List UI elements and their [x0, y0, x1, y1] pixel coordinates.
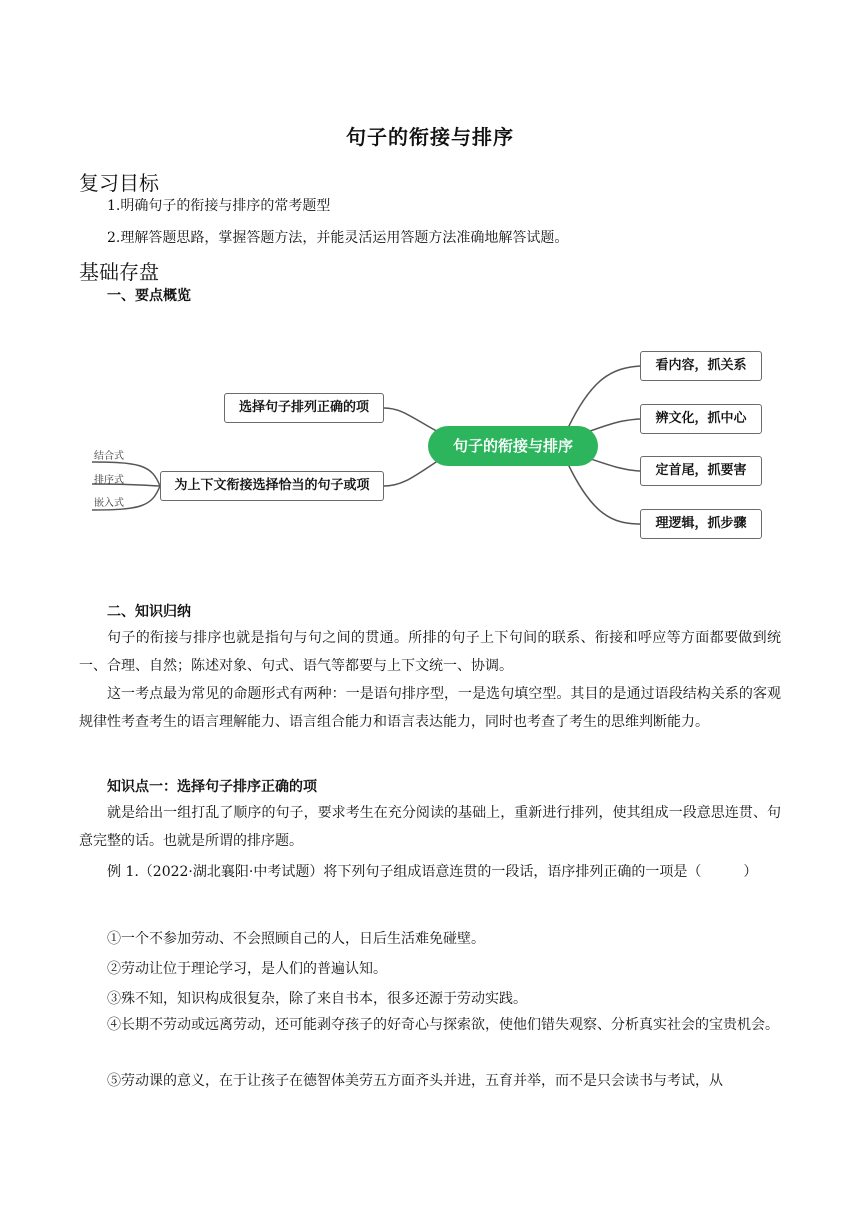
- body-paragraph: 句子的衔接与排序也就是指句与句之间的贯通。所排的句子上下句间的联系、衔接和呼应等方面都要做到统一、合理、自然；陈述对象、句式、语气等都要与上下文统一、协调。: [79, 630, 781, 674]
- mind-map-label-combined: 结合式: [94, 451, 124, 462]
- example-question: 例 1.（2022·湖北襄阳·中考试题）将下列句子组成语意连贯的一段话，语序排列正确的一项是（ ）: [107, 864, 758, 880]
- sentence-item: ⑤劳动课的意义，在于让孩子在德智体美劳五方面齐头并进，五育并举，而不是只会读书与考试，从: [107, 1073, 723, 1089]
- mind-map-node-content: 看内容，抓关系: [640, 351, 762, 381]
- section-heading-knowledge: 二、知识归纳: [107, 604, 191, 620]
- basics-heading: 基础存盘: [79, 260, 159, 284]
- mind-map-node-ends: 定首尾，抓要害: [640, 456, 762, 486]
- body-paragraph: 就是给出一组打乱了顺序的句子，要求考生在充分阅读的基础上，重新进行排列，使其组成一段意思连贯、句意完整的话。也就是所谓的排序题。: [79, 805, 781, 849]
- sentence-item: ④长期不劳动或远离劳动，还可能剥夺孩子的好奇心与探索欲，使他们错失观察、分析真实社会的宝贵机会。: [107, 1017, 779, 1033]
- sentence-item: ①一个不参加劳动、不会照顾自己的人，日后生活难免碰壁。: [107, 931, 485, 947]
- review-goal-item: 2.理解答题思路，掌握答题方法，并能灵活运用答题方法准确地解答试题。: [107, 230, 569, 246]
- document-title: 句子的衔接与排序: [346, 125, 514, 149]
- mind-map-label-ordering: 排序式: [94, 475, 124, 486]
- mind-map-node-culture: 辨文化，抓中心: [640, 404, 762, 434]
- mind-map-center-node: 句子的衔接与排序: [428, 426, 598, 466]
- sentence-item: ②劳动让位于理论学习，是人们的普遍认知。: [107, 961, 387, 977]
- mind-map-diagram: [82, 338, 772, 548]
- section-heading-overview: 一、要点概览: [107, 288, 191, 304]
- mind-map-node-context-fill: 为上下文衔接选择恰当的句子或项: [160, 471, 384, 501]
- review-goal-item: 1.明确句子的衔接与排序的常考题型: [107, 198, 331, 214]
- mind-map-node-select-order: 选择句子排列正确的项: [224, 393, 384, 423]
- review-goals-heading: 复习目标: [79, 171, 159, 195]
- sentence-item: ③殊不知，知识构成很复杂，除了来自书本，很多还源于劳动实践。: [107, 991, 527, 1007]
- body-paragraph: 这一考点最为常见的命题形式有两种：一是语句排序型，一是选句填空型。其目的是通过语段结构关系的客观规律性考查考生的语言理解能力、语言组合能力和语言表达能力，同时也考查了考生的思维判断能力。: [79, 686, 781, 730]
- knowledge-point-title: 知识点一：选择句子排序正确的项: [107, 779, 317, 795]
- mind-map-label-embedded: 嵌入式: [94, 498, 124, 509]
- mind-map-node-logic: 理逻辑，抓步骤: [640, 509, 762, 539]
